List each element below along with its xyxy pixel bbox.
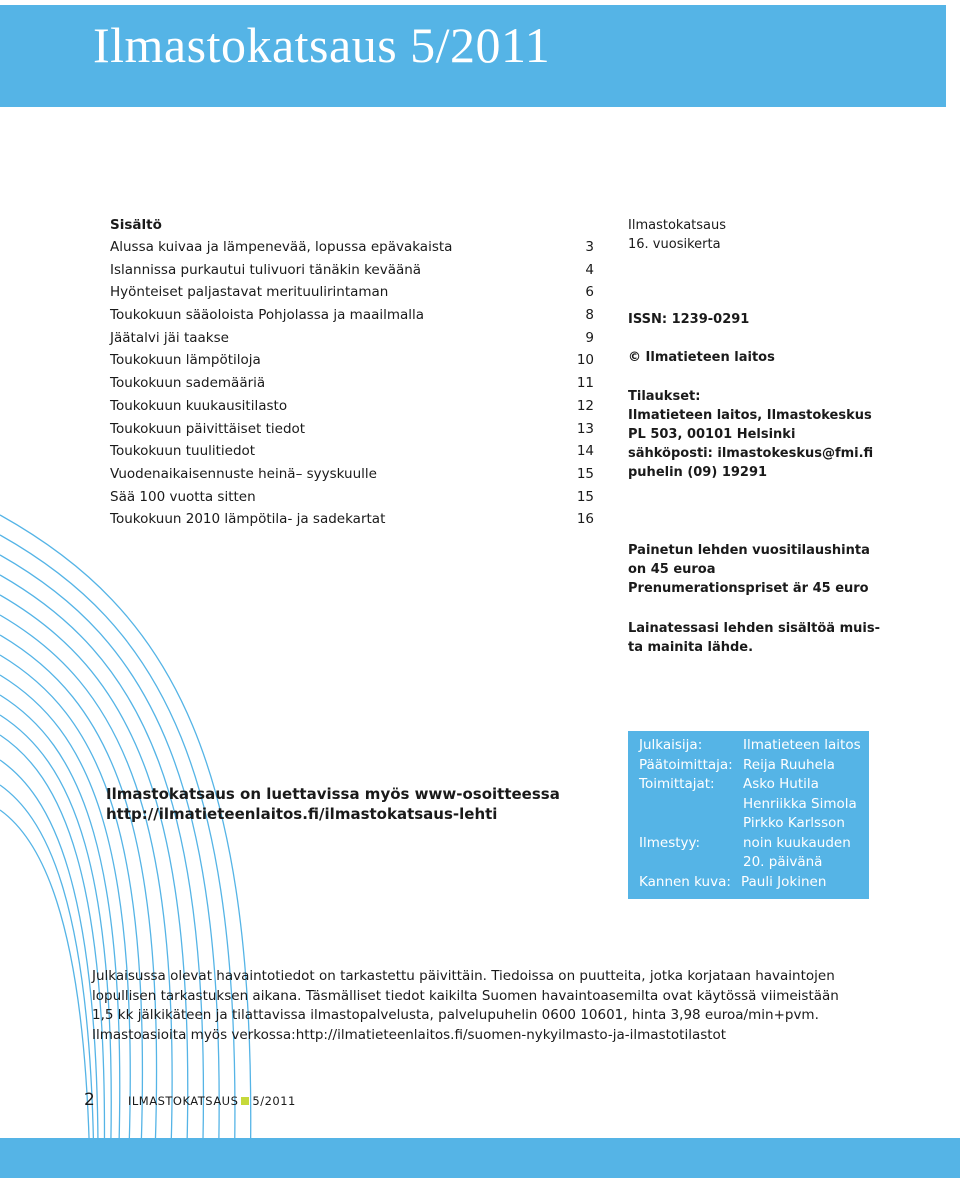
toc-item-title: Alussa kuivaa ja lämpenevää, lopussa epävakaista (110, 239, 453, 255)
credit-row (639, 776, 715, 792)
credit-value: Asko Hutila (743, 776, 819, 792)
square-bullet-icon (241, 1097, 249, 1105)
price-line: on 45 euroa (628, 562, 716, 577)
citation-line: ta mainita lähde. (628, 640, 754, 655)
web-notice-url: http://ilmatieteenlaitos.fi/ilmastokatsaus-lehti (106, 805, 498, 823)
credit-label: Päätoimittaja: (639, 756, 733, 773)
credit-value: Pirkko Karlsson (743, 815, 845, 831)
credit-value: Pauli Jokinen (741, 873, 827, 890)
toc-item (110, 372, 594, 395)
toc-item-page: 16 (576, 511, 594, 528)
credit-label: Kannen kuva: (639, 873, 731, 890)
toc-item-title: Toukokuun tuulitiedot (110, 443, 256, 460)
toc-item-page: 13 (576, 420, 594, 437)
disclaimer-line: Ilmastoasioita myös verkossa:http://ilmatieteenlaitos.fi/suomen-nykyilmasto-ja-ilmastotilastot (92, 1026, 727, 1043)
toc-item-page: 10 (576, 352, 594, 369)
toc-item-page: 6 (585, 284, 594, 301)
orders-info (628, 387, 878, 482)
credit-label: Toimittajat: (639, 776, 715, 792)
page-title: Ilmastokatsaus 5/2011 (93, 17, 551, 73)
web-notice-line: Ilmastokatsaus on luettavissa myös www-osoitteessa (106, 785, 560, 803)
toc-item (110, 327, 594, 350)
footer-publication-name: ILMASTOKATSAUS (128, 1094, 239, 1108)
publication-info (628, 216, 878, 254)
page-number: 2 (84, 1090, 95, 1110)
toc-item-title: Vuodenaikaisennuste heinä– syyskuulle (110, 465, 377, 482)
subscription-price (628, 541, 878, 598)
disclaimer-line: 1,5 kk jälkikäteen ja tilattavissa ilmastopalvelusta, palvelupuhelin 0600 10601, hinta 3,98 euroa/min+pvm. (92, 1007, 819, 1023)
toc-item-page: 3 (585, 239, 594, 255)
disclaimer-line: lopullisen tarkastuksen aikana. Täsmälliset tiedot kaikilta Suomen havaintoasemilta ovat käytössä viimeistään (92, 987, 839, 1004)
toc-item-title: Islannissa purkautui tulivuori tänäkin keväänä (110, 261, 422, 278)
toc-item (110, 259, 594, 282)
toc-item-title: Toukokuun sademääriä (110, 375, 266, 392)
toc-item-title: Toukokuun kuukausitilasto (110, 397, 288, 414)
footer-publication (128, 1094, 296, 1108)
footer-issue: 5/2011 (252, 1094, 296, 1108)
credit-row (639, 757, 733, 773)
toc-item-title: Hyönteiset paljastavat merituulirintaman (110, 284, 389, 301)
web-notice (106, 784, 560, 824)
publication-volume: 16. vuosikerta (628, 237, 721, 252)
toc-item-title: Sää 100 vuotta sitten (110, 488, 256, 505)
toc-item (110, 281, 594, 304)
credit-value: Reija Ruuhela (743, 756, 835, 773)
toc-item (110, 508, 594, 531)
toc-item-page: 9 (585, 329, 594, 346)
toc-item (110, 463, 594, 486)
price-line: Prenumerationspriset är 45 euro (628, 581, 869, 596)
toc-item-title: Toukokuun 2010 lämpötila- ja sadekartat (110, 511, 386, 528)
credit-row (639, 737, 702, 753)
credit-label: Ilmestyy: (639, 834, 701, 851)
credit-label: Julkaisija: (639, 737, 703, 753)
toc-item (110, 236, 594, 259)
orders-phone: puhelin (09) 19291 (628, 465, 768, 480)
toc-item-title: Jäätalvi jäi taakse (110, 329, 229, 346)
citation-line: Lainatessasi lehden sisältöä muis- (628, 621, 880, 636)
price-line: Painetun lehden vuositilaushinta (628, 543, 870, 558)
credit-row (639, 835, 700, 851)
orders-heading: Tilaukset: (628, 389, 701, 404)
toc-item-page: 8 (585, 307, 594, 324)
toc-item-title: Toukokuun lämpötiloja (110, 352, 261, 369)
toc-item (110, 349, 594, 372)
citation-note (628, 619, 878, 657)
toc-item-page: 14 (576, 443, 594, 460)
credit-value: Ilmatieteen laitos (743, 737, 861, 753)
copyright-text: © Ilmatieteen laitos (628, 350, 775, 365)
disclaimer-line: Julkaisussa olevat havaintotiedot on tarkastettu päivittäin. Tiedoissa on puutteita, jotka korjataan havaintojen (92, 968, 835, 984)
data-disclaimer (92, 967, 882, 1045)
issn-text: ISSN: 1239-0291 (628, 312, 750, 327)
toc-item-page: 4 (585, 261, 594, 278)
orders-address: PL 503, 00101 Helsinki (628, 427, 796, 442)
credit-value: noin kuukauden (743, 834, 851, 851)
toc-item-title: Toukokuun sääoloista Pohjolassa ja maailmalla (110, 307, 425, 324)
toc-item (110, 418, 594, 441)
toc-heading: Sisältö (110, 217, 162, 233)
toc-item (110, 486, 594, 509)
issn (628, 310, 878, 329)
toc-item (110, 304, 594, 327)
credit-value: Henriikka Simola (743, 795, 857, 812)
toc-item-page: 12 (576, 397, 594, 414)
credits-box (628, 731, 869, 899)
footer-band (0, 1138, 960, 1178)
toc-item-title: Toukokuun päivittäiset tiedot (110, 420, 306, 437)
toc-item-page: 11 (576, 375, 594, 392)
table-of-contents (110, 214, 594, 531)
orders-email: sähköposti: ilmastokeskus@fmi.fi (628, 446, 874, 461)
orders-org: Ilmatieteen laitos, Ilmastokeskus (628, 408, 872, 423)
toc-item (110, 440, 594, 463)
toc-item-page: 15 (576, 465, 594, 482)
credit-row (639, 874, 731, 890)
publication-name: Ilmastokatsaus (628, 218, 727, 233)
toc-item (110, 395, 594, 418)
credit-value: 20. päivänä (743, 854, 823, 870)
toc-item-page: 15 (576, 488, 594, 505)
copyright (628, 348, 878, 367)
